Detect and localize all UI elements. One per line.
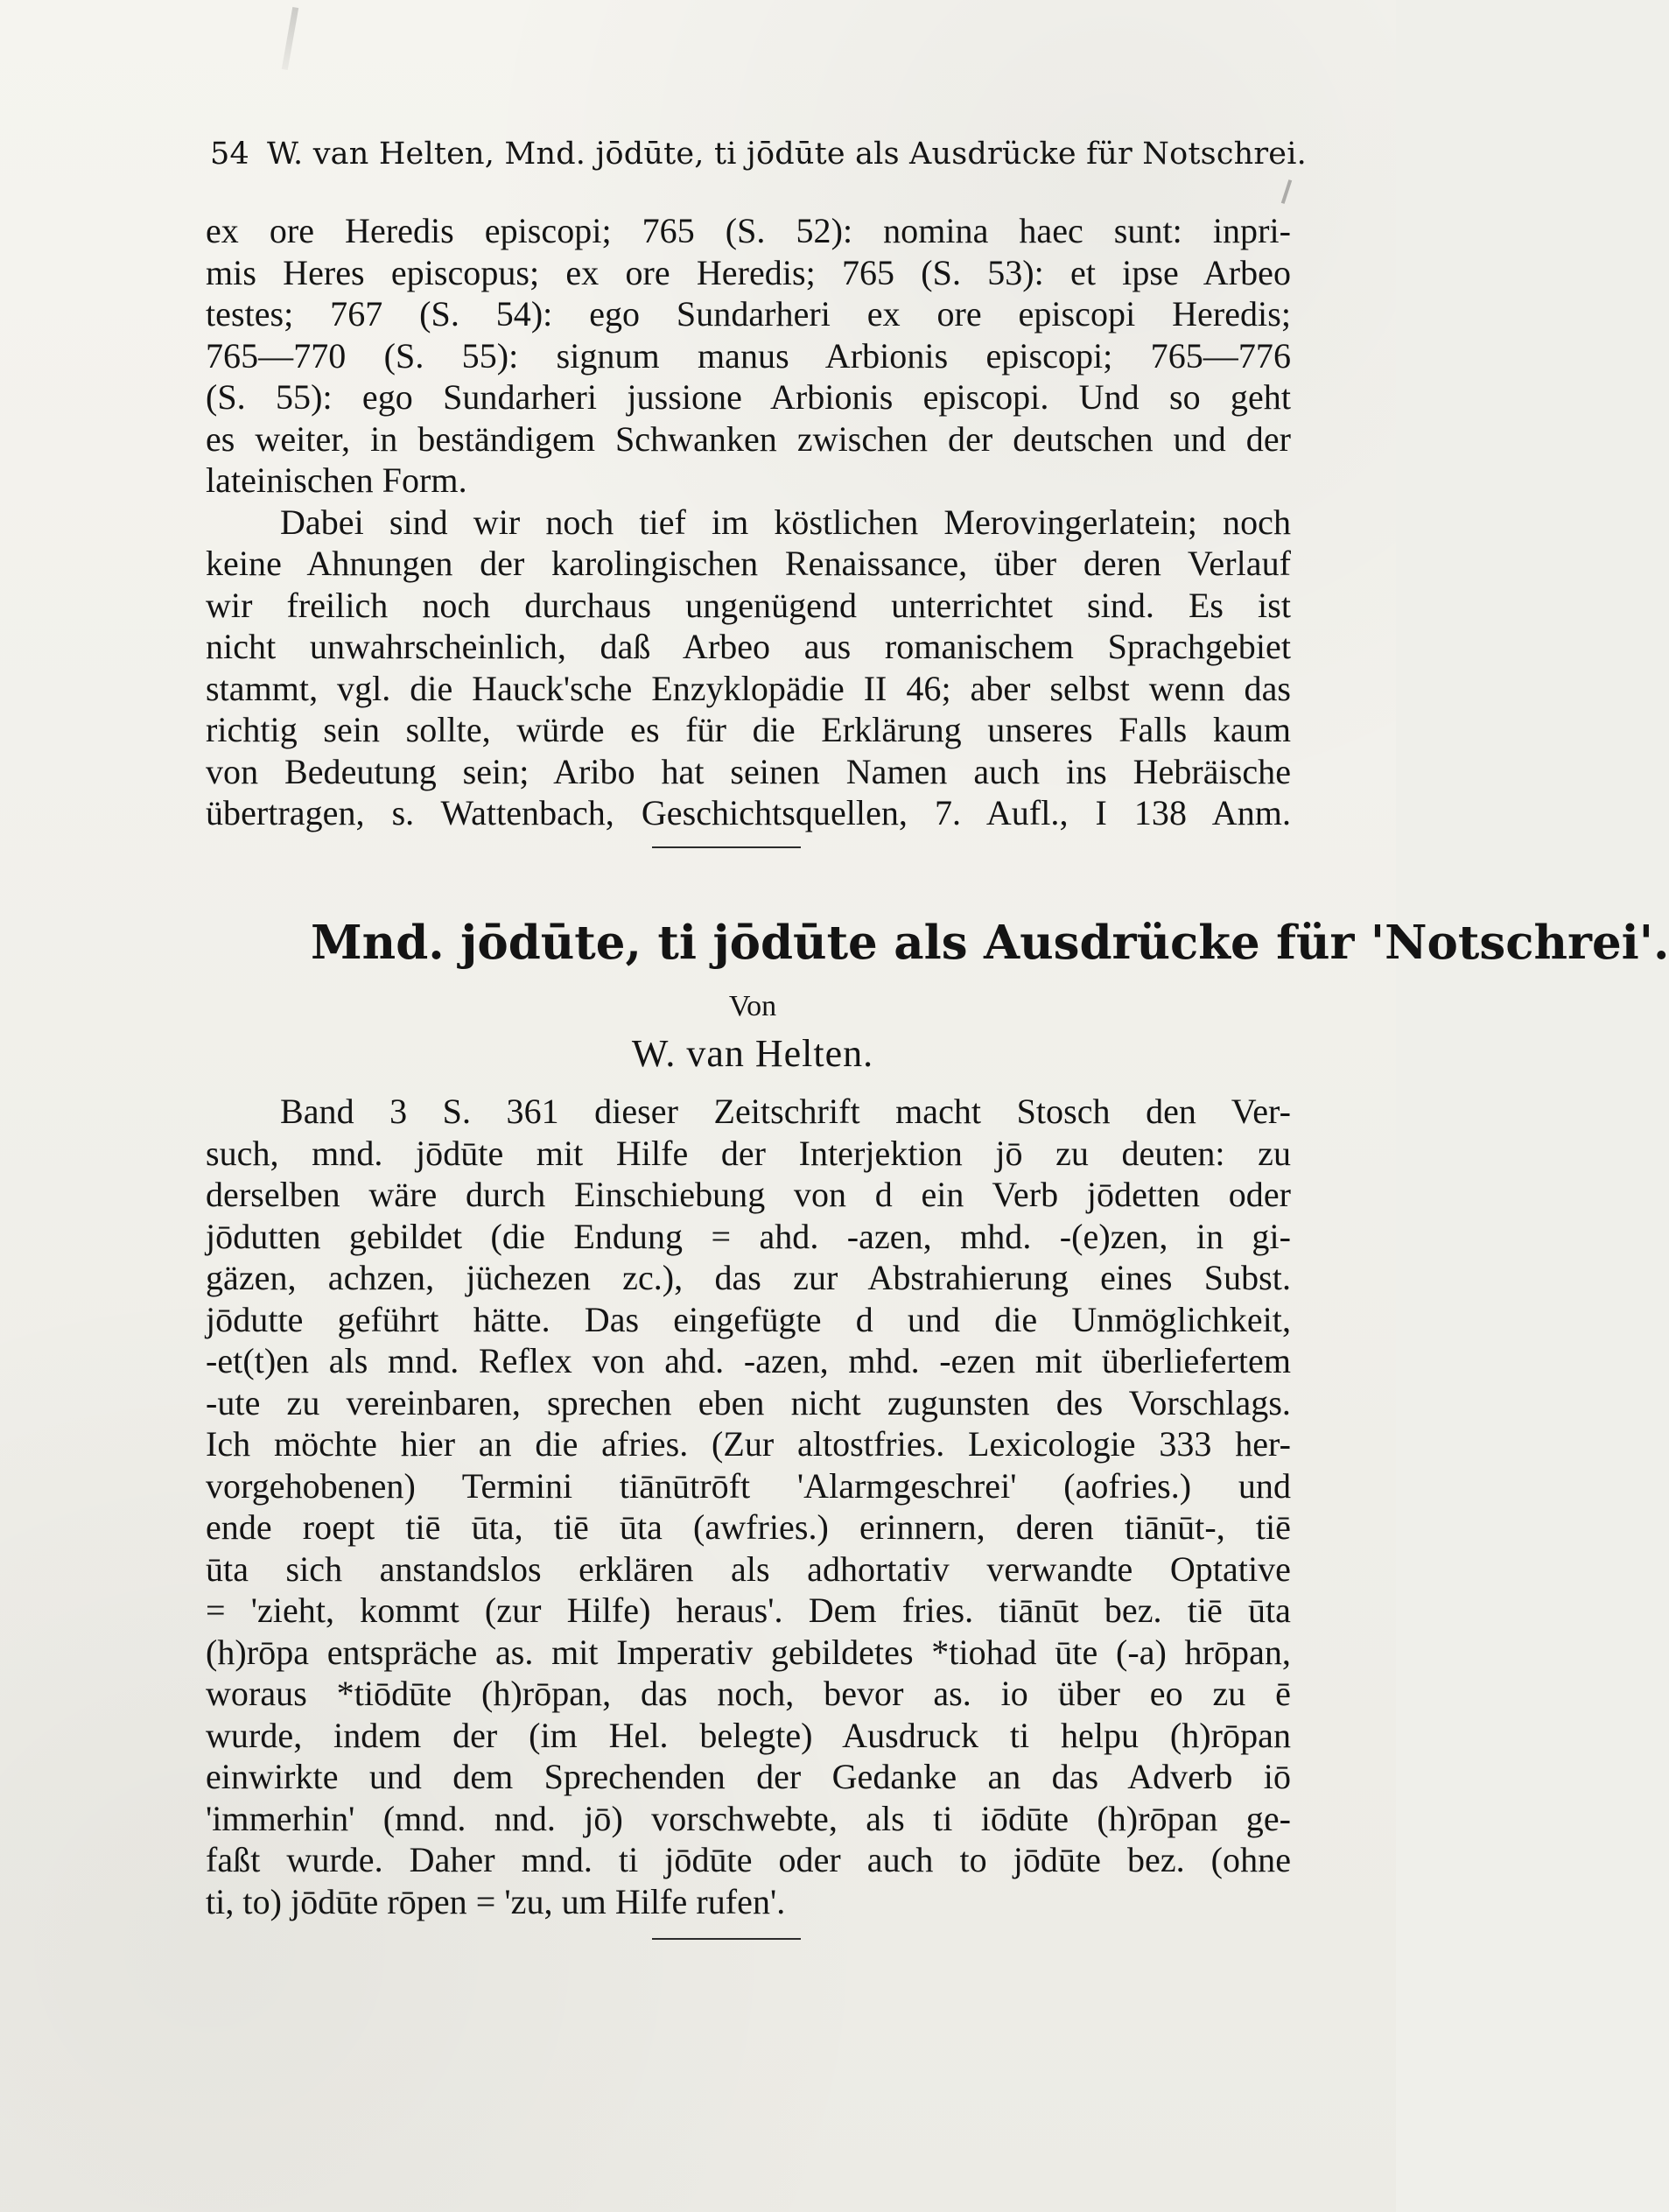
text-line: jōdutte geführt hätte. Das eingefügte d und die Unmöglichkeit, bbox=[206, 1299, 1291, 1339]
text-line: gäzen, achzen, jüchezen zc.), das zur Abstrahierung eines Subst. bbox=[206, 1258, 1291, 1297]
small-scan-mark bbox=[1281, 179, 1292, 204]
text-line: nicht unwahrscheinlich, daß Arbeo aus romanischem Sprachgebiet bbox=[206, 627, 1291, 666]
text-line: wir freilich noch durchaus ungenügend unterrichtet sind. Es ist bbox=[206, 585, 1291, 625]
text-line: ūta sich anstandslos erklären als adhortativ verwandte Optative bbox=[206, 1548, 1291, 1589]
text-line: jōdutten gebildet (die Endung = ahd. -azen, mhd. -(e)zen, in gi- bbox=[206, 1216, 1291, 1256]
text-line: such, mnd. jōdūte mit Hilfe der Interjektion jō zu deuten: zu bbox=[206, 1133, 1291, 1173]
text-line: einwirkte und dem Sprechenden der Gedanke an das Adverb iō bbox=[206, 1757, 1291, 1796]
text-line: derselben wäre durch Einschiebung von d ein Verb jōdetten oder bbox=[206, 1175, 1291, 1214]
text-line: -et(t)en als mnd. Reflex von ahd. -azen, mhd. -ezen mit überliefertem bbox=[206, 1341, 1291, 1380]
text-line: testes; 767 (S. 54): ego Sundarheri ex ore episcopi Heredis; bbox=[206, 294, 1291, 334]
running-header-title: W. van Helten, Mnd. jōdūte, ti jōdūte als Ausdrücke für Notschrei. bbox=[267, 137, 1307, 172]
text-line: mis Heres episcopus; ex ore Heredis; 765 (S. 53): et ipse Arbeo bbox=[206, 252, 1291, 292]
paragraph-start-line: Band 3 S. 361 dieser Zeitschrift macht Stosch den Ver- bbox=[280, 1092, 1291, 1131]
running-header bbox=[210, 137, 1307, 180]
closing-divider-rule bbox=[652, 1938, 801, 1940]
text-line: 'immerhin' (mnd. nnd. jō) vorschwebte, als ti iōdūte (h)rōpan ge- bbox=[206, 1798, 1291, 1838]
text-line: von Bedeutung sein; Aribo hat seinen Namen auch ins Hebräische bbox=[206, 751, 1291, 791]
text-line: 765—770 (S. 55): signum manus Arbionis episcopi; 765—776 bbox=[206, 335, 1291, 376]
paper-margin-mark bbox=[282, 7, 298, 70]
page-number: 54 bbox=[210, 137, 249, 172]
text-line: übertragen, s. Wattenbach, Geschichtsquellen, 7. Aufl., I 138 Anm. bbox=[206, 793, 1291, 832]
text-line: (h)rōpa entspräche as. mit Imperativ gebildetes *tiohad ūte (-a) hrōpan, bbox=[206, 1632, 1291, 1672]
text-line: = 'zieht, kommt (zur Hilfe) heraus'. Dem fries. tiānūt bez. tiē ūta bbox=[206, 1591, 1291, 1630]
text-line: woraus *tiōdūte (h)rōpan, das noch, bevor as. io über eo zu ē bbox=[206, 1674, 1291, 1713]
text-line: keine Ahnungen der karolingischen Renaissance, über deren Verlauf bbox=[206, 544, 1291, 583]
text-line: Ich möchte hier an die afries. (Zur altostfries. Lexicologie 333 her- bbox=[206, 1424, 1291, 1464]
paragraph-start-line: Dabei sind wir noch tief im köstlichen Merovingerlatein; noch bbox=[280, 502, 1291, 542]
section-divider-rule bbox=[652, 846, 801, 848]
text-line: stammt, vgl. die Hauck'sche Enzyklopädie II 46; aber selbst wenn das bbox=[206, 668, 1291, 708]
text-line: wurde, indem der (im Hel. belegte) Ausdruck ti helpu (h)rōpan bbox=[206, 1715, 1291, 1755]
text-line: -ute zu vereinbaren, sprechen eben nicht zugunsten des Vorschlags. bbox=[206, 1382, 1291, 1422]
continued-text-section bbox=[206, 210, 1291, 834]
text-line: ti, to) jōdūte rōpen = 'zu, um Hilfe rufen'. bbox=[206, 1881, 786, 1921]
text-line: (S. 55): ego Sundarheri jussione Arbionis episcopi. Und so geht bbox=[206, 377, 1291, 417]
byline-prefix: Von bbox=[728, 990, 777, 1022]
text-line: ex ore Heredis episcopi; 765 (S. 52): nomina haec sunt: inpri- bbox=[206, 211, 1291, 250]
article-body bbox=[206, 1091, 1291, 1922]
article-title: Mnd. jōdūte, ti jōdūte als Ausdrücke für 'Notschrei'. bbox=[311, 916, 1669, 970]
text-line: lateinischen Form. bbox=[206, 460, 467, 500]
article-author: W. van Helten. bbox=[631, 1032, 874, 1075]
text-line: vorgehobenen) Termini tiānūtrōft 'Alarmgeschrei' (aofries.) und bbox=[206, 1465, 1291, 1506]
text-line: richtig sein sollte, würde es für die Erklärung unseres Falls kaum bbox=[206, 710, 1291, 749]
text-line: ende roept tiē ūta, tiē ūta (awfries.) erinnern, deren tiānūt-, tiē bbox=[206, 1507, 1291, 1547]
text-line: faßt wurde. Daher mnd. ti jōdūte oder auch to jōdūte bez. (ohne bbox=[206, 1840, 1291, 1879]
text-line: es weiter, in beständigem Schwanken zwischen der deutschen und der bbox=[206, 418, 1291, 459]
